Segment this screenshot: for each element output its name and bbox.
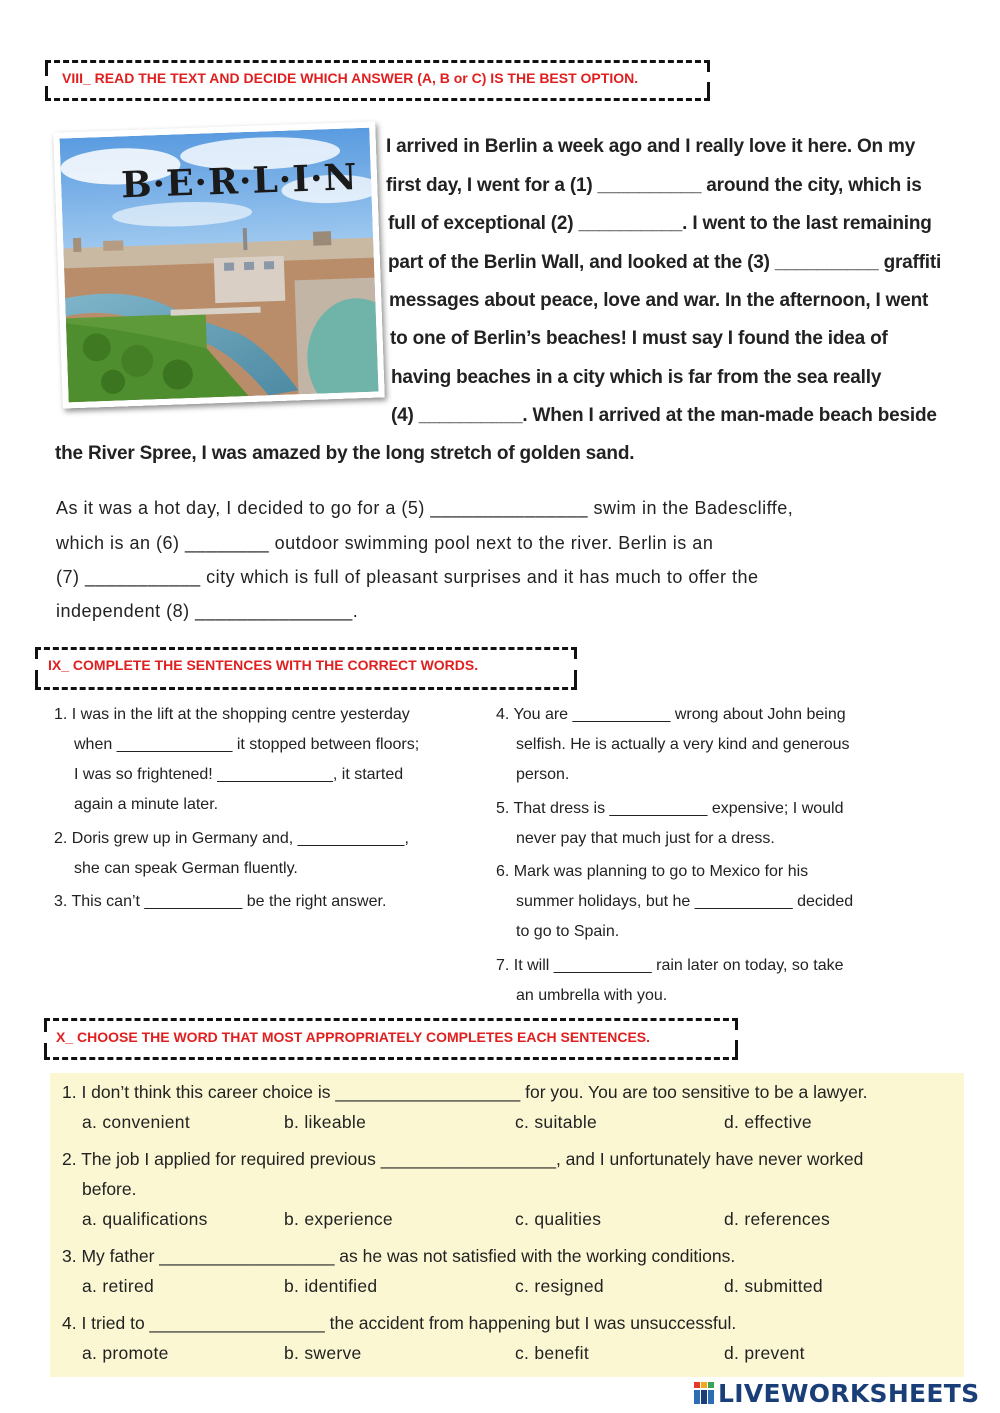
section-9-heading: IX_ COMPLETE THE SENTENCES WITH THE CORRECT WORDS. — [48, 657, 479, 673]
heading-border-bottom — [44, 1057, 738, 1060]
sentence-line: when _____________ it stopped between floors; — [74, 736, 420, 753]
option-c[interactable]: c. qualities — [515, 1209, 602, 1229]
option-c[interactable]: c. benefit — [515, 1343, 590, 1363]
option-a[interactable]: a. promote — [82, 1343, 169, 1363]
sentence-line: summer holidays, but he ___________ decided — [516, 893, 854, 910]
text-line: to one of Berlin’s beaches! I must say I found the idea of — [390, 328, 888, 349]
sentence-line: again a minute later. — [74, 796, 219, 813]
sentence-line: she can speak German fluently. — [74, 860, 298, 877]
sentence-line: selfish. He is actually a very kind and generous — [516, 736, 850, 753]
heading-border-right-lower — [574, 670, 577, 687]
heading-border-right — [707, 62, 710, 72]
heading-border-right — [574, 649, 577, 659]
sentence-line: 2. Doris grew up in Germany and, ____________, — [54, 830, 409, 847]
text-line: messages about peace, love and war. In the afternoon, I went — [389, 290, 929, 311]
sentence-line: I was so frightened! _____________, it started — [74, 766, 404, 783]
question-text: 3. My father __________________ as he was not satisfied with the working conditions. — [62, 1246, 736, 1266]
heading-border-top — [35, 647, 577, 650]
liveworksheets-logo-icon — [693, 1380, 715, 1406]
option-a[interactable]: a. qualifications — [82, 1209, 208, 1229]
option-b[interactable]: b. identified — [284, 1276, 378, 1296]
text-line: which is an (6) ________ outdoor swimming pool next to the river. Berlin is an — [56, 533, 714, 553]
option-b[interactable]: b. likeable — [284, 1112, 367, 1132]
heading-border-right-lower — [707, 82, 710, 98]
sentence-line: 6. Mark was planning to go to Mexico for his — [496, 863, 809, 880]
heading-border-left-lower — [45, 86, 48, 98]
heading-border-right — [735, 1020, 738, 1030]
text-line: (4) __________. When I arrived at the man-made beach beside — [391, 405, 937, 426]
text-line: As it was a hot day, I decided to go for a (5) _______________ swim in the Badescliffe, — [56, 498, 794, 518]
question-text: before. — [82, 1179, 137, 1199]
text-line: (7) ___________ city which is full of pleasant surprises and it has much to offer the — [56, 567, 759, 587]
option-d[interactable]: d. submitted — [724, 1276, 823, 1296]
option-c[interactable]: c. suitable — [515, 1112, 598, 1132]
option-a[interactable]: a. retired — [82, 1276, 155, 1296]
option-b[interactable]: b. swerve — [284, 1343, 362, 1363]
option-b[interactable]: b. experience — [284, 1209, 393, 1229]
option-d[interactable]: d. effective — [724, 1112, 812, 1132]
sentence-line: to go to Spain. — [516, 923, 620, 940]
sentence-line: never pay that much just for a dress. — [516, 830, 775, 847]
heading-border-left-lower — [35, 670, 38, 687]
text-line: I arrived in Berlin a week ago and I really love it here. On my — [386, 136, 916, 157]
text-line: part of the Berlin Wall, and looked at the (3) __________ graffiti — [388, 252, 942, 273]
sentence-line: 5. That dress is ___________ expensive; I would — [496, 800, 844, 817]
heading-border-top — [45, 60, 710, 63]
liveworksheets-logo[interactable] — [693, 1378, 979, 1408]
question-text: 4. I tried to __________________ the accident from happening but I was unsuccessful. — [62, 1313, 737, 1333]
text-line: first day, I went for a (1) __________ around the city, which is — [386, 175, 922, 196]
berlin-title: B·E·R·L·I·N — [120, 156, 359, 207]
option-a[interactable]: a. convenient — [82, 1112, 191, 1132]
question-text: 2. The job I applied for required previous __________________, and I unfortunately have never worked — [62, 1149, 864, 1169]
section-8-heading: VIII_ READ THE TEXT AND DECIDE WHICH ANSWER (A, B or C) IS THE BEST OPTION. — [62, 70, 639, 86]
heading-border-left — [44, 1020, 47, 1032]
section-10-heading: X_ CHOOSE THE WORD THAT MOST APPROPRIATELY COMPLETES EACH SENTENCES. — [56, 1029, 651, 1045]
logo-text: LIVEWORKSHEETS — [718, 1378, 980, 1408]
text-line: having beaches in a city which is far from the sea really — [391, 367, 882, 388]
sentence-line: person. — [516, 766, 570, 783]
sentence-line: 4. You are ___________ wrong about John being — [496, 706, 846, 723]
berlin-photo — [53, 121, 384, 408]
heading-border-top — [44, 1018, 738, 1021]
option-c[interactable]: c. resigned — [515, 1276, 604, 1296]
option-d[interactable]: d. prevent — [724, 1343, 805, 1363]
question-text: 1. I don’t think this career choice is ___________________ for you. You are too sensitive to be a lawyer. — [62, 1082, 868, 1102]
text-line: independent (8) _______________. — [56, 601, 359, 621]
option-d[interactable]: d. references — [724, 1209, 831, 1229]
heading-border-bottom — [35, 687, 577, 690]
heading-border-left — [45, 62, 48, 76]
text-line: the River Spree, I was amazed by the long stretch of golden sand. — [55, 443, 635, 464]
text-line: full of exceptional (2) __________. I went to the last remaining — [388, 213, 932, 234]
sentence-line: an umbrella with you. — [516, 987, 668, 1004]
sentence-line: 7. It will ___________ rain later on today, so take — [496, 957, 844, 974]
heading-border-left-lower — [44, 1043, 47, 1057]
heading-border-right-lower — [735, 1040, 738, 1057]
heading-border-bottom — [45, 98, 710, 101]
sentence-line: 1. I was in the lift at the shopping centre yesterday — [54, 706, 410, 723]
heading-border-left — [35, 649, 38, 659]
sentence-line: 3. This can’t ___________ be the right answer. — [54, 893, 387, 910]
